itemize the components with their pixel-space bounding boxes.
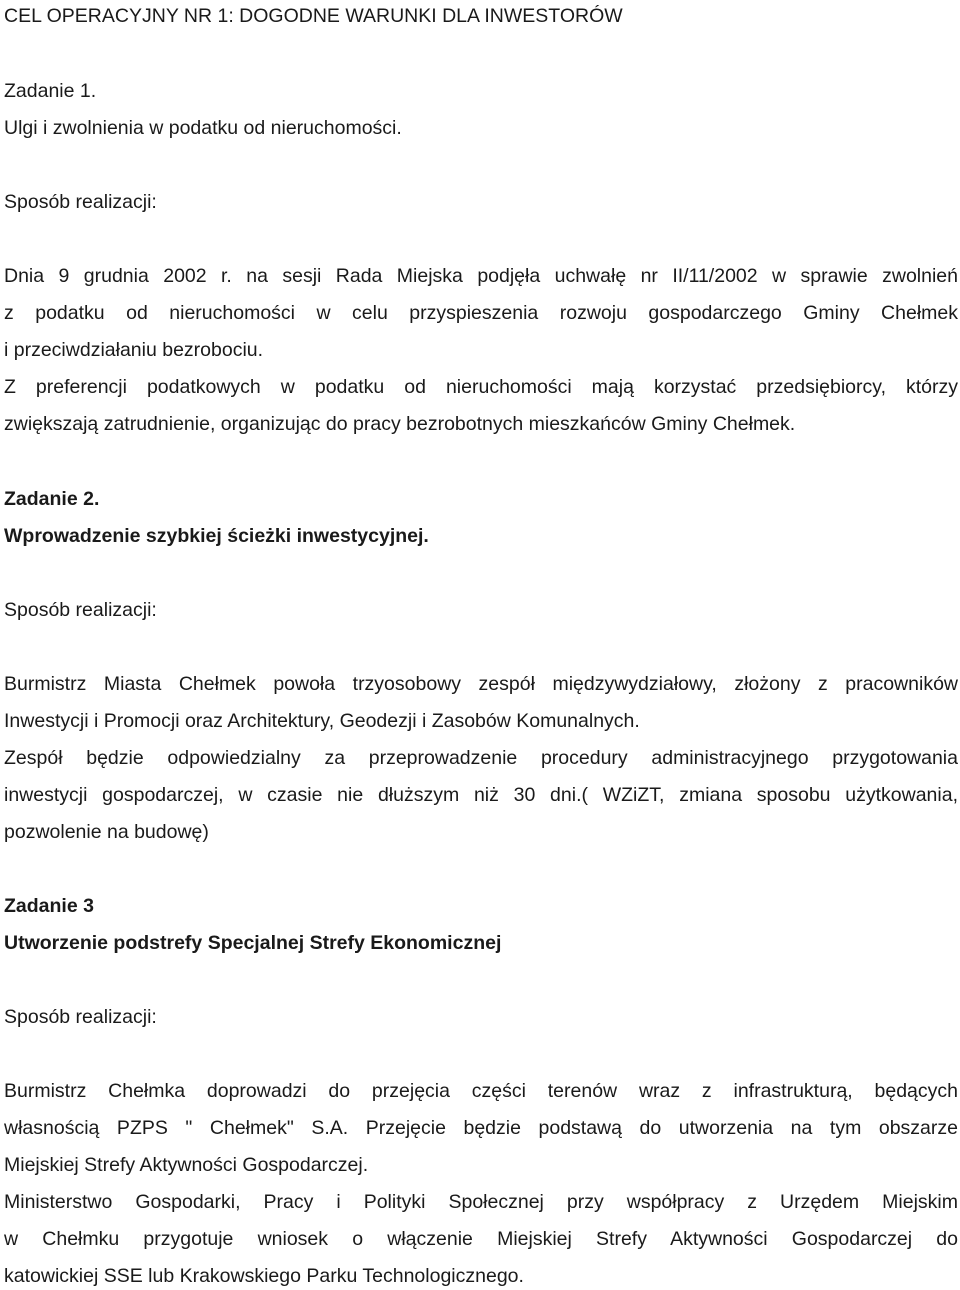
task-1-paragraph-1-line-1: Dnia 9 grudnia 2002 r. na sesji Rada Miejska podjęła uchwałę nr II/11/2002 w sprawie zwolnień [4,265,958,287]
task-2-paragraph-2-line-3: pozwolenie na budowę) [4,821,209,843]
task-3-method-label: Sposób realizacji: [4,1006,157,1028]
task-3-paragraph-2-line-1: Ministerstwo Gospodarki, Pracy i Polityki Społecznej przy współpracy z Urzędem Miejskim [4,1191,958,1213]
task-3-paragraph-1-line-3: Miejskiej Strefy Aktywności Gospodarczej. [4,1154,369,1176]
task-2-heading: Zadanie 2. [4,488,100,510]
task-3-paragraph-1-line-1: Burmistrz Chełmka doprowadzi do przejęcia części terenów wraz z infrastrukturą, będących [4,1080,958,1102]
task-2-method-label: Sposób realizacji: [4,599,157,621]
task-2-paragraph-2-line-2: inwestycji gospodarczej, w czasie nie dłuższym niż 30 dni.( WZiZT, zmiana sposobu użytkowania, [4,784,958,806]
task-3-paragraph-2-line-3: katowickiej SSE lub Krakowskiego Parku Technologicznego. [4,1265,524,1287]
task-1-paragraph-2-line-2: zwiększają zatrudnienie, organizując do pracy bezrobotnych mieszkańców Gminy Chełmek. [4,413,796,435]
task-3-heading: Zadanie 3 [4,895,94,917]
task-2-paragraph-2-line-1: Zespół będzie odpowiedzialny za przeprowadzenie procedury administracyjnego przygotowania [4,747,958,769]
task-1-paragraph-1-line-2: z podatku od nieruchomości w celu przyspieszenia rozwoju gospodarczego Gminy Chełmek [4,302,958,324]
task-1-subtitle: Ulgi i zwolnienia w podatku od nieruchomości. [4,117,402,139]
task-3-subtitle: Utworzenie podstrefy Specjalnej Strefy Ekonomicznej [4,932,502,954]
task-3-paragraph-1-line-2: własnością PZPS " Chełmek" S.A. Przejęcie będzie podstawą do utworzenia na tym obszarze [4,1117,958,1139]
document-title: CEL OPERACYJNY NR 1: DOGODNE WARUNKI DLA INWESTORÓW [4,5,623,27]
task-1-heading: Zadanie 1. [4,80,97,102]
task-3-paragraph-2-line-2: w Chełmku przygotuje wniosek o włączenie Miejskiej Strefy Aktywności Gospodarczej do [4,1228,958,1250]
task-2-paragraph-1-line-2: Inwestycji i Promocji oraz Architektury, Geodezji i Zasobów Komunalnych. [4,710,640,732]
task-1-paragraph-2-line-1: Z preferencji podatkowych w podatku od nieruchomości mają korzystać przedsiębiorcy, którzy [4,376,958,398]
task-1-method-label: Sposób realizacji: [4,191,157,213]
task-2-subtitle: Wprowadzenie szybkiej ścieżki inwestycyjnej. [4,525,429,547]
task-1-paragraph-1-line-3: i przeciwdziałaniu bezrobociu. [4,339,264,361]
task-2-paragraph-1-line-1: Burmistrz Miasta Chełmek powoła trzyosobowy zespół międzywydziałowy, złożony z pracowników [4,673,958,695]
